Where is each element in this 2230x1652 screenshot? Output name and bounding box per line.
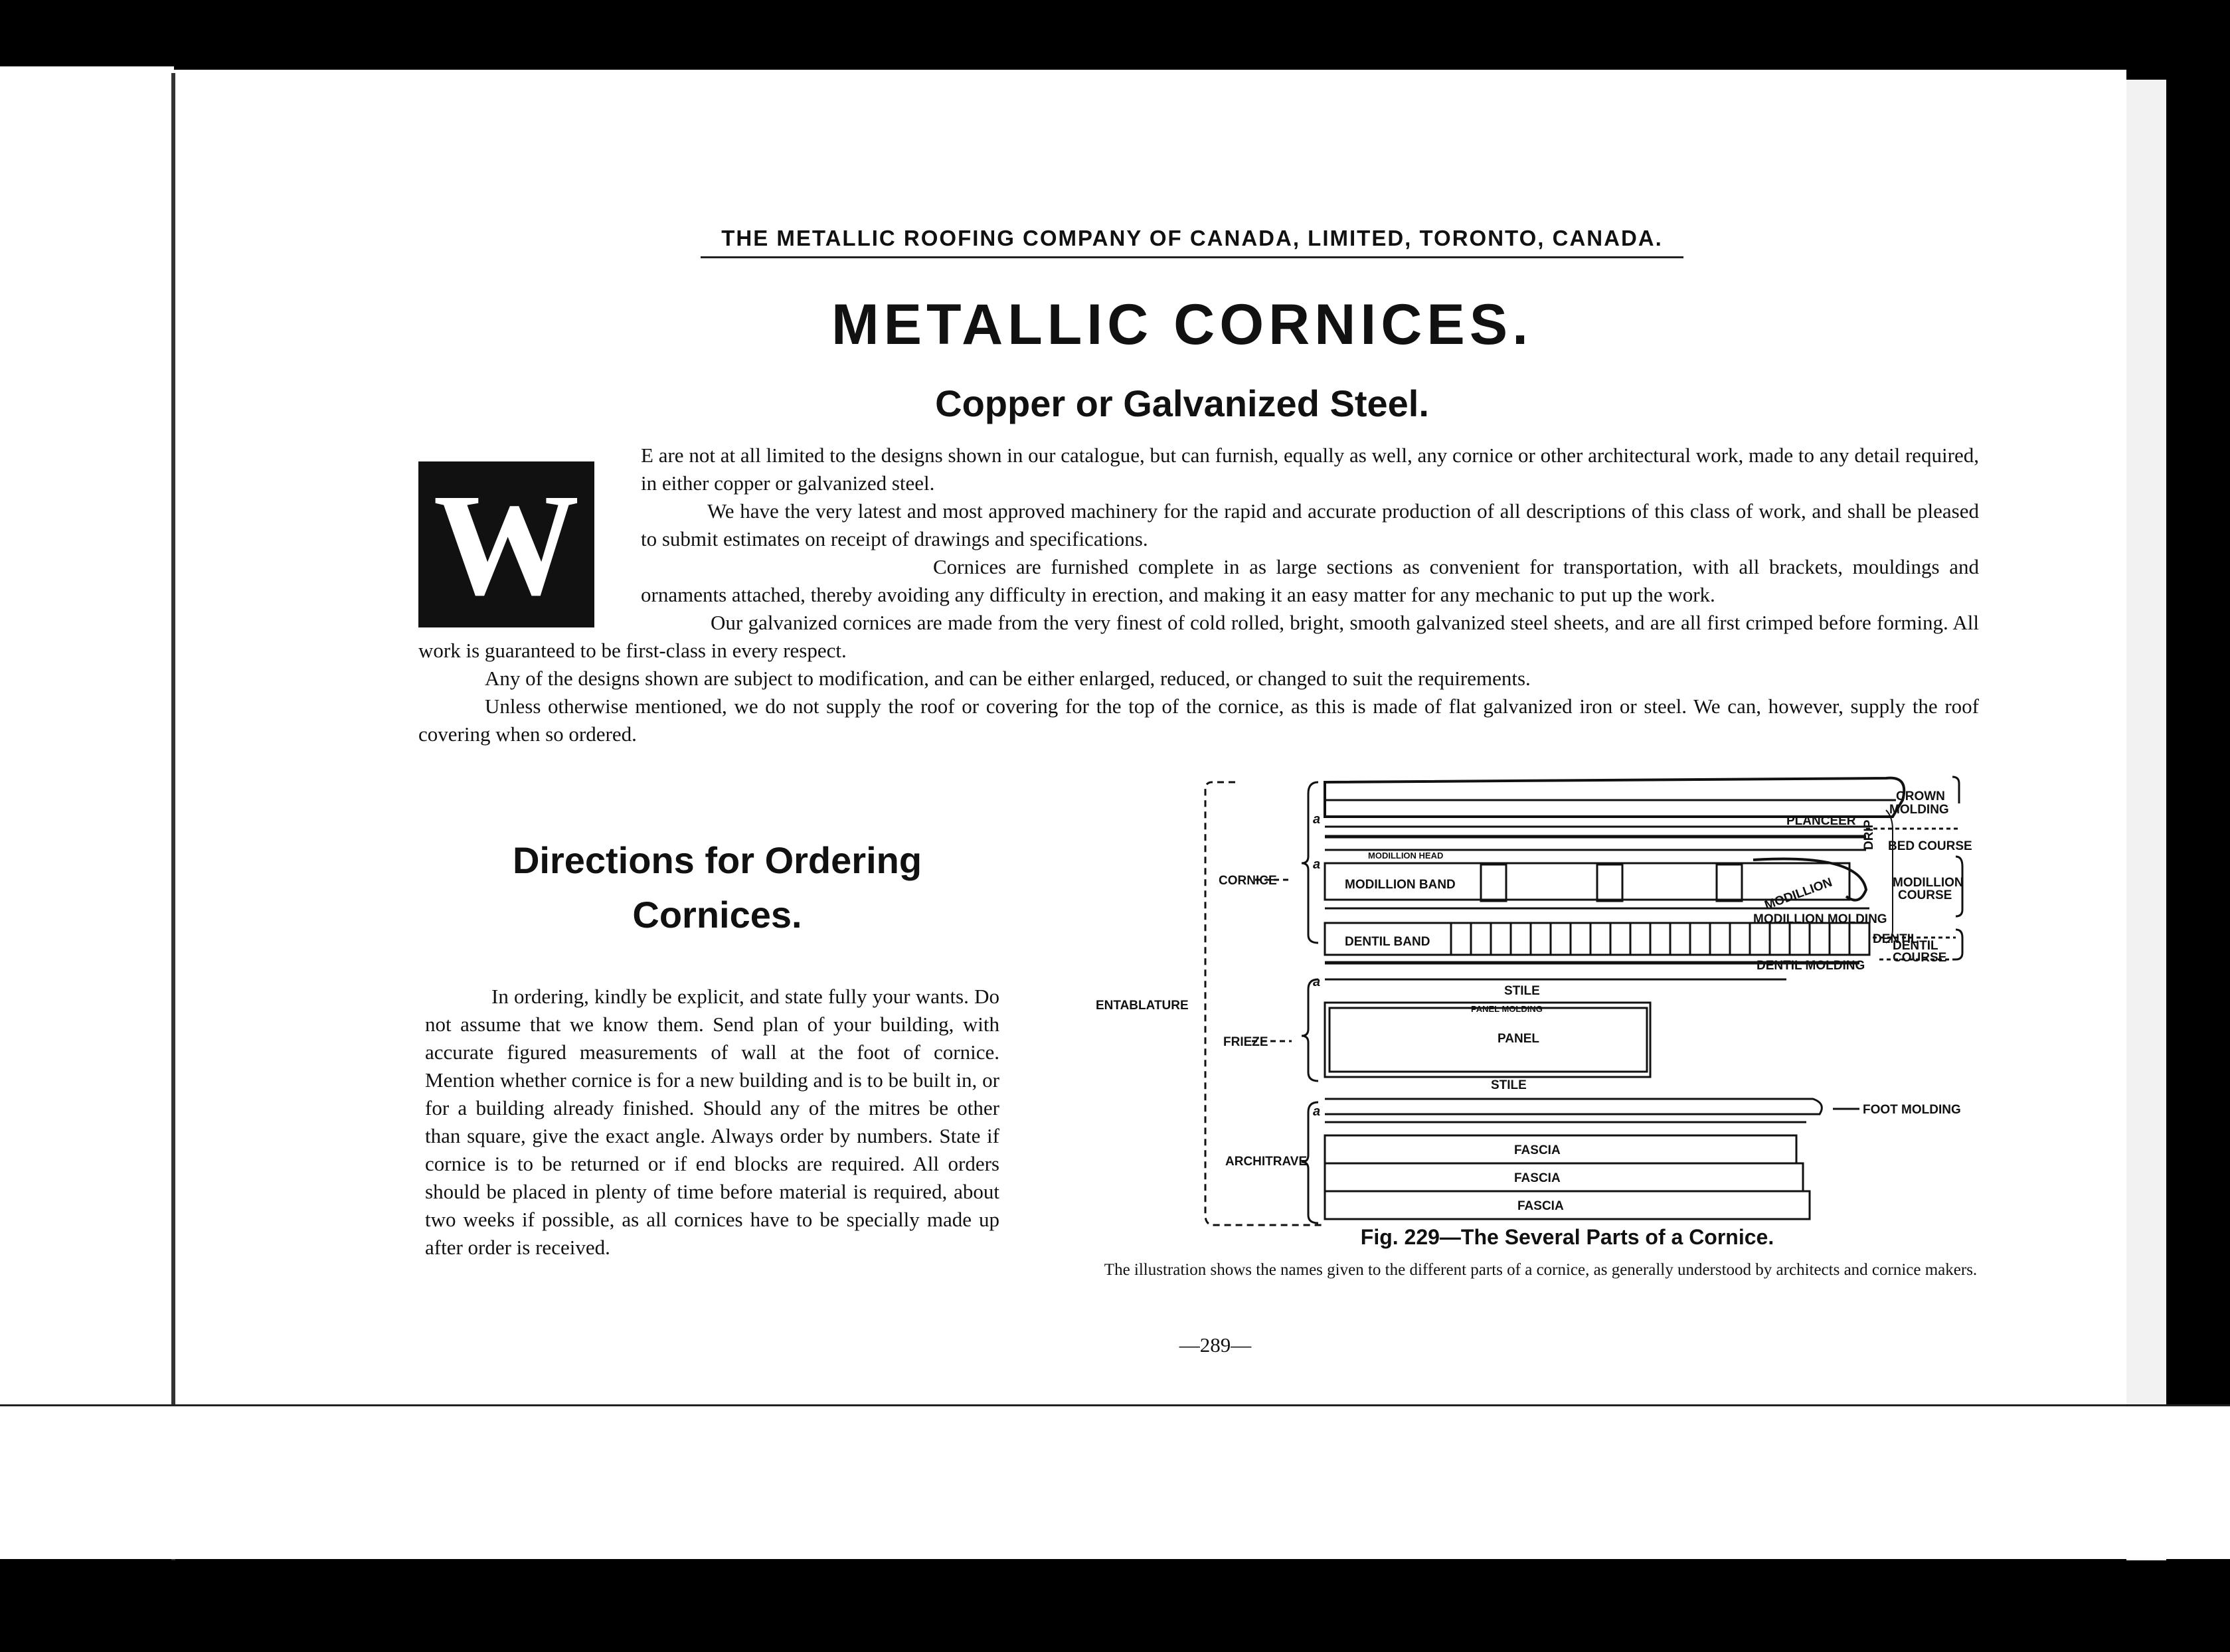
drop-cap: W	[418, 461, 594, 627]
label-panel-molding: PANEL MOLDING	[1471, 1004, 1543, 1014]
intro-paragraph	[641, 553, 1979, 609]
directions-heading-line1: Directions for Ordering	[512, 839, 922, 881]
label-cornice: CORNICE	[1219, 874, 1277, 888]
label-modillion-band: MODILLION BAND	[1345, 878, 1456, 892]
left-page-edge	[0, 66, 174, 1557]
intro-paragraph: Any of the designs shown are subject to modification, and can be either enlarged, reduced, or changed to suit the requirements.	[485, 667, 1531, 690]
label-dentil: DENTIL	[1873, 932, 1919, 946]
running-header: THE METALLIC ROOFING COMPANY OF CANADA, LIMITED, TORONTO, CANADA.	[701, 226, 1683, 258]
label-fascia-3: FASCIA	[1517, 1199, 1564, 1213]
label-stile-bottom: STILE	[1491, 1078, 1527, 1092]
intro-paragraph: Unless otherwise mentioned, we do not supply the roof or covering for the top of the cornice, as this is made of flat galvanized iron or steel. We can, however, supply the roof covering when so ordered.	[418, 695, 1979, 746]
intro-paragraph: E are not at all limited to the designs shown in our catalogue, but can furnish, equally as well, any cornice or other architectural work, made to any detail required, in either copper or galvanized steel.	[641, 444, 1979, 495]
label-bed-course: BED COURSE	[1888, 839, 1972, 853]
directions-text: In ordering, kindly be explicit, and state fully your wants. Do not assume that we know them. Send plan of your building, with accurate figured measurements of wall at the foot of cornice. Mention whether cornice is for a new building and is to be built in, or for a building already finished. Should any of the mitres be other than square, give the exact angle. Always order by numbers. State if cornice is to be returned or if end blocks are required. All orders should be placed in plenty of time before material is required, about two weeks if possible, as all cornices have to be specially made up after order is received.	[425, 985, 999, 1259]
page-number: —289—	[1179, 1333, 1252, 1357]
book-spine	[171, 73, 175, 1560]
figure-caption: Fig. 229—The Several Parts of a Cornice.	[1360, 1225, 1774, 1249]
label-entablature: ENTABLATURE	[1096, 999, 1189, 1013]
label-modillion: MODILLION	[1762, 875, 1834, 913]
figure-description: The illustration shows the names given to the different parts of a cornice, as generally understood by architects and cornice makers.	[1104, 1261, 1978, 1279]
label-dentil-course-2: COURSE	[1893, 951, 1947, 965]
label-modillion-course: MODILLION	[1893, 876, 1964, 890]
label-crown: CROWN	[1896, 789, 1945, 803]
cornice-diagram	[1089, 764, 1992, 1228]
label-frieze: FRIEZE	[1223, 1035, 1268, 1049]
label-fascia-2: FASCIA	[1514, 1171, 1561, 1185]
label-a: a	[1313, 857, 1321, 872]
label-a: a	[1313, 975, 1321, 989]
label-a: a	[1313, 812, 1321, 827]
right-page-edge	[2126, 80, 2166, 1560]
directions-heading-line2: Cornices.	[632, 894, 802, 936]
label-panel: PANEL	[1498, 1032, 1539, 1046]
label-modillion-molding: MODILLION MOLDING	[1753, 912, 1887, 926]
intro-paragraph: Our galvanized cornices are made from the very finest of cold rolled, bright, smooth galvanized steel sheets, and are all first crimped before forming. All work is guaranteed to be first-class in every respect.	[418, 611, 1979, 662]
intro-paragraph-text: Cornices are furnished complete in as large sections as convenient for transportation, with all brackets, mouldings and ornaments attached, thereby avoiding any difficulty in erection, and making it an easy matter for any mechanic to put up the work.	[641, 555, 1979, 606]
label-modillion-head: MODILLION HEAD	[1368, 851, 1444, 861]
page-title: METALLIC CORNICES.	[831, 293, 1533, 357]
label-crown-molding: MOLDING	[1889, 803, 1949, 817]
page-subtitle: Copper or Galvanized Steel.	[935, 382, 1429, 424]
label-modillion-course-2: COURSE	[1898, 888, 1952, 902]
directions-heading	[425, 833, 1009, 942]
label-foot-molding: FOOT MOLDING	[1863, 1103, 1961, 1117]
intro-text	[418, 442, 1979, 748]
label-dentil-band: DENTIL BAND	[1345, 935, 1430, 949]
label-fascia-1: FASCIA	[1514, 1143, 1561, 1157]
label-architrave: ARCHITRAVE	[1225, 1155, 1308, 1169]
label-dentil-molding: DENTIL MOLDING	[1757, 959, 1865, 973]
label-dentil-course: DENTIL	[1893, 939, 1938, 953]
label-planceer: PLANCEER	[1786, 814, 1856, 828]
label-drip: DRIP	[1862, 819, 1876, 850]
label-stile-top: STILE	[1504, 984, 1540, 998]
label-a: a	[1313, 1104, 1321, 1119]
lower-page-margin	[0, 1404, 2230, 1559]
dentils	[1451, 923, 1849, 955]
intro-paragraph: We have the very latest and most approved machinery for the rapid and accurate production of all descriptions of this class of work, and shall be pleased to submit estimates on receipt of drawings and specifications.	[641, 499, 1979, 550]
